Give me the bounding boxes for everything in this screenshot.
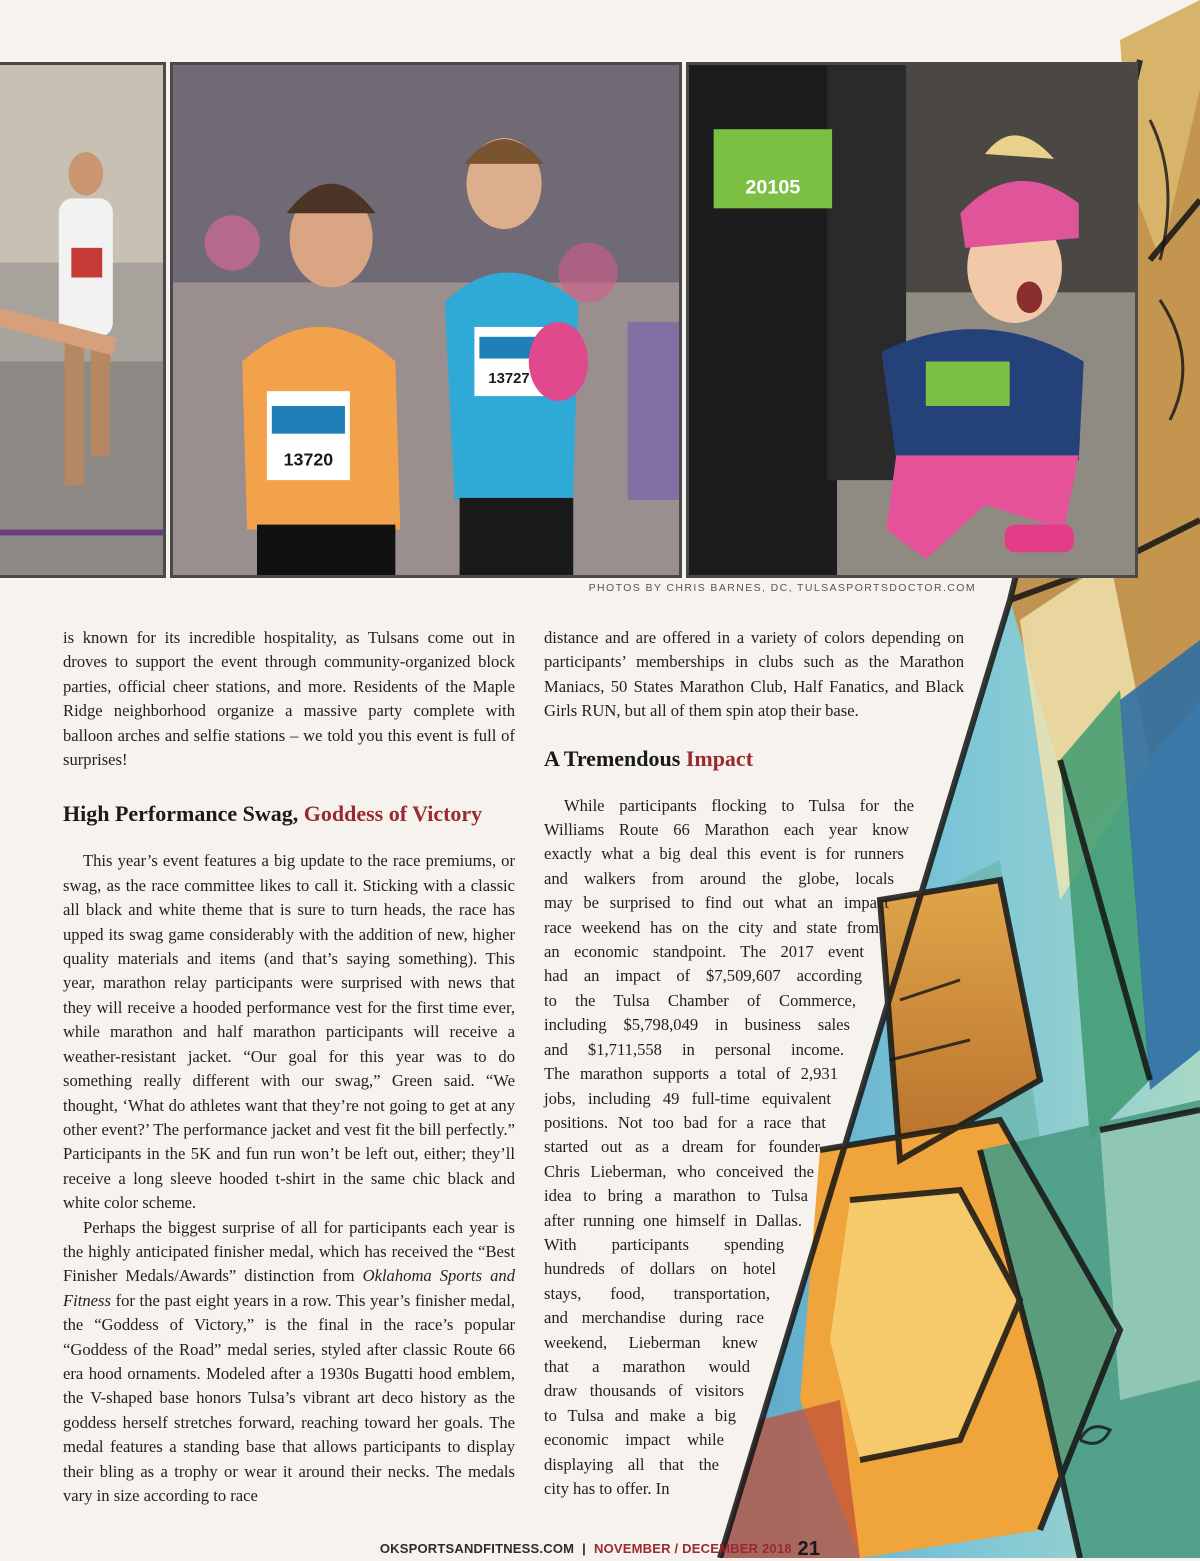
- heading-impact-main: A Tremendous: [544, 745, 686, 771]
- heading-swag-accent: Goddess of Victory: [303, 801, 483, 827]
- impact-line: to the Tulsa Chamber of Commerce,: [544, 990, 856, 1010]
- photo-child-runner: [686, 62, 1138, 578]
- bib-child-top: 20105: [745, 176, 801, 199]
- right-paragraph-2: [544, 794, 964, 1502]
- impact-line: stays, food, transportation,: [544, 1283, 770, 1303]
- impact-line: Williams Route 66 Marathon each year know: [544, 820, 909, 840]
- impact-line: to Tulsa and make a big: [544, 1405, 736, 1425]
- impact-line: an economic standpoint. The 2017 event: [544, 942, 864, 962]
- impact-line: idea to bring a marathon to Tulsa: [544, 1186, 808, 1206]
- impact-line: jobs, including 49 full-time equivalent: [544, 1088, 831, 1108]
- impact-line: draw thousands of visitors: [544, 1381, 744, 1401]
- footer-site: OKSPORTSANDFITNESS.COM: [379, 1541, 575, 1556]
- impact-line: positions. Not too bad for a race that: [544, 1112, 826, 1132]
- impact-line: that a marathon would: [544, 1356, 750, 1376]
- impact-line: and $1,711,558 in personal income.: [544, 1039, 844, 1059]
- page-number: 21: [797, 1538, 821, 1560]
- impact-line: With participants spending: [544, 1234, 784, 1254]
- left-paragraph-2: This year’s event features a big update to the race premiums, or swag, as the race committee likes to call it. Sticking with a classic all black and white theme that is sure to turn heads, the race has upped its swag game considerably with the addition of new, higher quality materials and items (and that’s saying something). This year, marathon relay participants were surprised with news that they will receive a hooded performance vest for the first time ever, while marathon and half marathon participants will receive a weather-resistant jacket. “Our goal for this year was to do something really different with our swag,” Green said. “We thought, ‘What do athletes want that they’re not going to get at any other event?’ The performance jacket and vest fit the bill perfectly.” Participants in the 5K and fun run won’t be left out, either; they’ll receive a long sleeve hooded t-shirt in the same chic black and white color scheme.: [63, 851, 515, 1213]
- impact-line: weekend, Lieberman knew: [544, 1332, 758, 1352]
- photo-two-women-runners: [170, 62, 682, 578]
- impact-line: exactly what a big deal this event is for runners: [544, 844, 904, 864]
- bib-right: 13727: [488, 371, 530, 388]
- impact-line: Chris Lieberman, who conceived the: [544, 1161, 814, 1181]
- impact-line: hundreds of dollars on hotel: [544, 1259, 776, 1279]
- photo-male-runner: [0, 62, 166, 578]
- left-column: [63, 626, 515, 1508]
- footer-separator: |: [582, 1541, 587, 1556]
- left-paragraph-1: is known for its incredible hospitality, as Tulsans come out in droves to support the event through community-organized block parties, official cheer stations, and more. Residents of the Maple Ridge neighborhood organize a massive party complete with balloon arches and selfie stations – we told you this event is full of surprises!: [63, 628, 515, 770]
- impact-line: had an impact of $7,509,607 according: [544, 966, 862, 986]
- impact-line: may be surprised to find out what an impact: [544, 893, 889, 913]
- heading-impact-accent: Impact: [685, 745, 754, 771]
- impact-line: The marathon supports a total of 2,931: [544, 1064, 838, 1084]
- impact-line: displaying all that the: [544, 1454, 719, 1474]
- heading-swag: [63, 800, 515, 828]
- right-paragraph-1: distance and are offered in a variety of colors depending on participants’ memberships in clubs such as the Marathon Maniacs, 50 States Marathon Club, Half Fanatics, and Black Girls RUN, but all of them spin atop their base.: [544, 628, 964, 721]
- impact-line: and merchandise during race: [544, 1308, 764, 1328]
- impact-line: started out as a dream for founder: [544, 1137, 820, 1157]
- photo-credit: PHOTOS BY CHRIS BARNES, DC, TULSASPORTSDOCTOR.COM: [588, 582, 976, 594]
- left-paragraph-3: [63, 1216, 515, 1509]
- magazine-name-italic: Oklahoma Sports and Fitness: [63, 1266, 516, 1310]
- bib-left: 13720: [283, 449, 334, 470]
- impact-line: after running one himself in Dallas.: [544, 1210, 802, 1230]
- heading-swag-main: High Performance Swag,: [63, 801, 304, 827]
- right-column: [544, 626, 964, 1501]
- footer-issue: NOVEMBER / DECEMBER 2018: [594, 1541, 792, 1556]
- impact-line: economic impact while: [544, 1430, 724, 1450]
- impact-line: race weekend has on the city and state from: [544, 917, 879, 937]
- left-paragraph-3-part-2: for the past eight years in a row. This year’s finisher medal, the “Goddess of Victory,” is the final in the race’s popular “Goddess of the Road” medal series, styled after classic Route 66 era hood ornaments. Modeled after a 1930s Bugatti hood emblem, the V-shaped base honors Tulsa’s vibrant art deco history as the goddess herself stretches forward, reaching toward her goals. The medal features a standing base that allows participants to display their bling as a trophy or wear it around their necks. The medals vary in size according to race: [63, 1290, 515, 1505]
- left-paragraph-3-part-1: Perhaps the biggest surprise of all for participants each year is the highly anticipated finisher medal, which has received the “Best Finisher Medals/Awards” distinction from: [63, 1217, 515, 1286]
- impact-line: city has to offer. In: [544, 1479, 670, 1498]
- impact-line: and walkers from around the globe, locals: [544, 868, 894, 888]
- impact-line: While participants flocking to Tulsa for the: [564, 795, 914, 815]
- impact-line: including $5,798,049 in business sales: [544, 1015, 850, 1035]
- heading-impact: [544, 745, 964, 773]
